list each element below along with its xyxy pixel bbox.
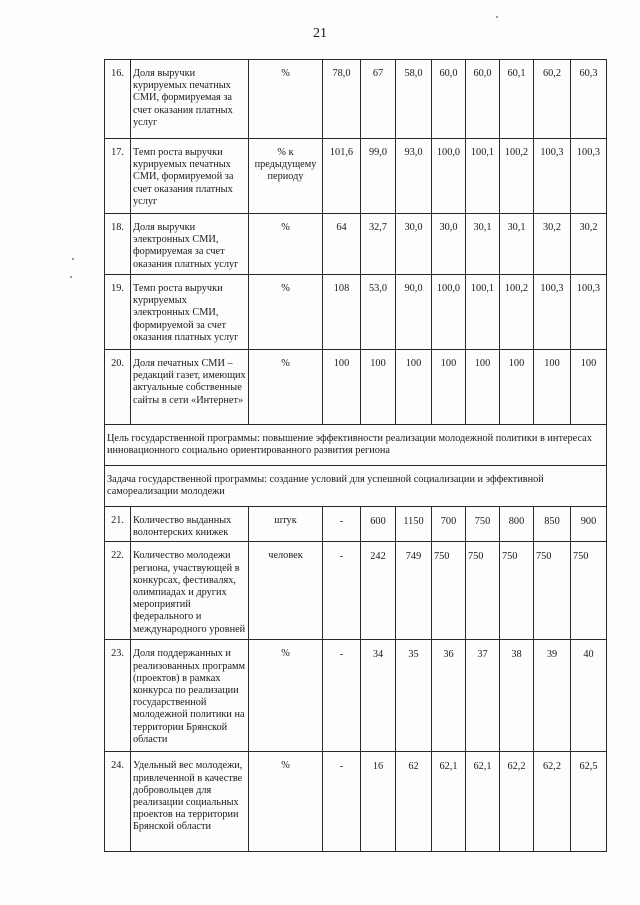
unit-cell: % <box>249 275 323 350</box>
value-cell: 100,2 <box>500 139 534 214</box>
table-row <box>105 542 607 640</box>
value-cell: 78,0 <box>323 60 361 139</box>
unit-cell: штук <box>249 507 323 542</box>
row-number: 24. <box>105 752 131 852</box>
value-cell: 35 <box>396 640 432 752</box>
indicator-name: Доля поддержанных и реализованных программ (проектов) в рамках конкурса по реализации государственной молодежной политики на территории Брянской области <box>131 640 249 752</box>
row-number: 16. <box>105 60 131 139</box>
table-row <box>105 275 607 350</box>
program-goal: Цель государственной программы: повышение эффективности реализации молодежной политики в интересах инновационного социально ориентированного развития региона <box>105 425 607 466</box>
table-row <box>105 214 607 275</box>
table-row <box>105 752 607 852</box>
scan-speck <box>70 276 72 278</box>
value-cell: 53,0 <box>361 275 396 350</box>
table-row <box>105 640 607 752</box>
unit-cell: % <box>249 640 323 752</box>
value-cell: 100,1 <box>466 275 500 350</box>
indicator-name: Количество молодежи региона, участвующей в конкурсах, фестивалях, олимпиадах и других мероприятий федерального и международного уровней <box>131 542 249 640</box>
value-cell: 100 <box>396 350 432 425</box>
value-cell: 30,0 <box>432 214 466 275</box>
table-row <box>105 350 607 425</box>
value-cell: 90,0 <box>396 275 432 350</box>
value-cell: 100,0 <box>432 139 466 214</box>
value-cell: 100,3 <box>534 275 571 350</box>
value-cell: 62,2 <box>500 752 534 852</box>
indicator-name: Темп роста выручки курируемых печатных СМИ, формируемой за счет оказания платных услуг <box>131 139 249 214</box>
value-cell: 62,1 <box>466 752 500 852</box>
value-cell: 30,0 <box>396 214 432 275</box>
value-cell: 100 <box>361 350 396 425</box>
value-cell: 40 <box>571 640 607 752</box>
indicator-name: Количество выданных волонтерских книжек <box>131 507 249 542</box>
indicator-name: Удельный вес молодежи, привлеченной в качестве добровольцев для реализации социальных проектов на территории Брянской области <box>131 752 249 852</box>
value-cell: 100,3 <box>571 275 607 350</box>
unit-cell: человек <box>249 542 323 640</box>
value-cell: 100 <box>500 350 534 425</box>
value-cell: 60,3 <box>571 60 607 139</box>
value-cell: 700 <box>432 507 466 542</box>
value-cell: - <box>323 507 361 542</box>
value-cell: 750 <box>466 542 500 640</box>
value-cell: 100 <box>571 350 607 425</box>
value-cell: 800 <box>500 507 534 542</box>
value-cell: - <box>323 752 361 852</box>
indicator-name: Доля выручки электронных СМИ, формируемая за счет оказания платных услуг <box>131 214 249 275</box>
value-cell: 60,2 <box>534 60 571 139</box>
row-number: 21. <box>105 507 131 542</box>
row-number: 20. <box>105 350 131 425</box>
value-cell: 850 <box>534 507 571 542</box>
value-cell: 750 <box>500 542 534 640</box>
value-cell: 39 <box>534 640 571 752</box>
value-cell: 750 <box>571 542 607 640</box>
value-cell: 750 <box>466 507 500 542</box>
row-number: 22. <box>105 542 131 640</box>
value-cell: 62,2 <box>534 752 571 852</box>
row-number: 18. <box>105 214 131 275</box>
unit-cell: % <box>249 350 323 425</box>
value-cell: 30,2 <box>571 214 607 275</box>
value-cell: 30,1 <box>466 214 500 275</box>
row-number: 23. <box>105 640 131 752</box>
value-cell: 900 <box>571 507 607 542</box>
value-cell: 100 <box>466 350 500 425</box>
unit-cell: % <box>249 60 323 139</box>
value-cell: 16 <box>361 752 396 852</box>
value-cell: 749 <box>396 542 432 640</box>
value-cell: 62,1 <box>432 752 466 852</box>
value-cell: 58,0 <box>396 60 432 139</box>
scan-speck <box>72 258 74 260</box>
value-cell: 101,6 <box>323 139 361 214</box>
page-number: 21 <box>313 26 327 41</box>
value-cell: 60,0 <box>432 60 466 139</box>
value-cell: 750 <box>534 542 571 640</box>
value-cell: 36 <box>432 640 466 752</box>
unit-cell: % <box>249 214 323 275</box>
value-cell: 37 <box>466 640 500 752</box>
table-row-task <box>105 466 607 507</box>
value-cell: 100,3 <box>534 139 571 214</box>
value-cell: 750 <box>432 542 466 640</box>
row-number: 19. <box>105 275 131 350</box>
indicator-name: Доля выручки курируемых печатных СМИ, формируемая за счет оказания платных услуг <box>131 60 249 139</box>
value-cell: 32,7 <box>361 214 396 275</box>
value-cell: 108 <box>323 275 361 350</box>
value-cell: 38 <box>500 640 534 752</box>
row-number: 17. <box>105 139 131 214</box>
value-cell: 30,2 <box>534 214 571 275</box>
table-row <box>105 60 607 139</box>
value-cell: 64 <box>323 214 361 275</box>
value-cell: 67 <box>361 60 396 139</box>
value-cell: 60,1 <box>500 60 534 139</box>
value-cell: 99,0 <box>361 139 396 214</box>
indicator-name: Доля печатных СМИ – редакций газет, имеющих актуальные собственные сайты в сети «Интернет» <box>131 350 249 425</box>
value-cell: 100,1 <box>466 139 500 214</box>
indicator-name: Темп роста выручки курируемых электронных СМИ, формируемой за счет оказания платных услуг <box>131 275 249 350</box>
value-cell: 30,1 <box>500 214 534 275</box>
program-task: Задача государственной программы: создание условий для успешной социализации и эффективной самореализации молодежи <box>105 466 607 507</box>
indicators-table <box>104 59 607 852</box>
table-row <box>105 139 607 214</box>
value-cell: 93,0 <box>396 139 432 214</box>
scan-speck <box>496 16 498 18</box>
value-cell: 62 <box>396 752 432 852</box>
value-cell: 62,5 <box>571 752 607 852</box>
value-cell: 60,0 <box>466 60 500 139</box>
value-cell: 100 <box>432 350 466 425</box>
value-cell: - <box>323 542 361 640</box>
unit-cell: % к предыдущему периоду <box>249 139 323 214</box>
value-cell: 100 <box>323 350 361 425</box>
value-cell: 242 <box>361 542 396 640</box>
value-cell: 100 <box>534 350 571 425</box>
value-cell: 600 <box>361 507 396 542</box>
value-cell: 100,2 <box>500 275 534 350</box>
table-row-goal <box>105 425 607 466</box>
unit-cell: % <box>249 752 323 852</box>
value-cell: 34 <box>361 640 396 752</box>
value-cell: - <box>323 640 361 752</box>
value-cell: 100,0 <box>432 275 466 350</box>
value-cell: 1150 <box>396 507 432 542</box>
table-row <box>105 507 607 542</box>
value-cell: 100,3 <box>571 139 607 214</box>
